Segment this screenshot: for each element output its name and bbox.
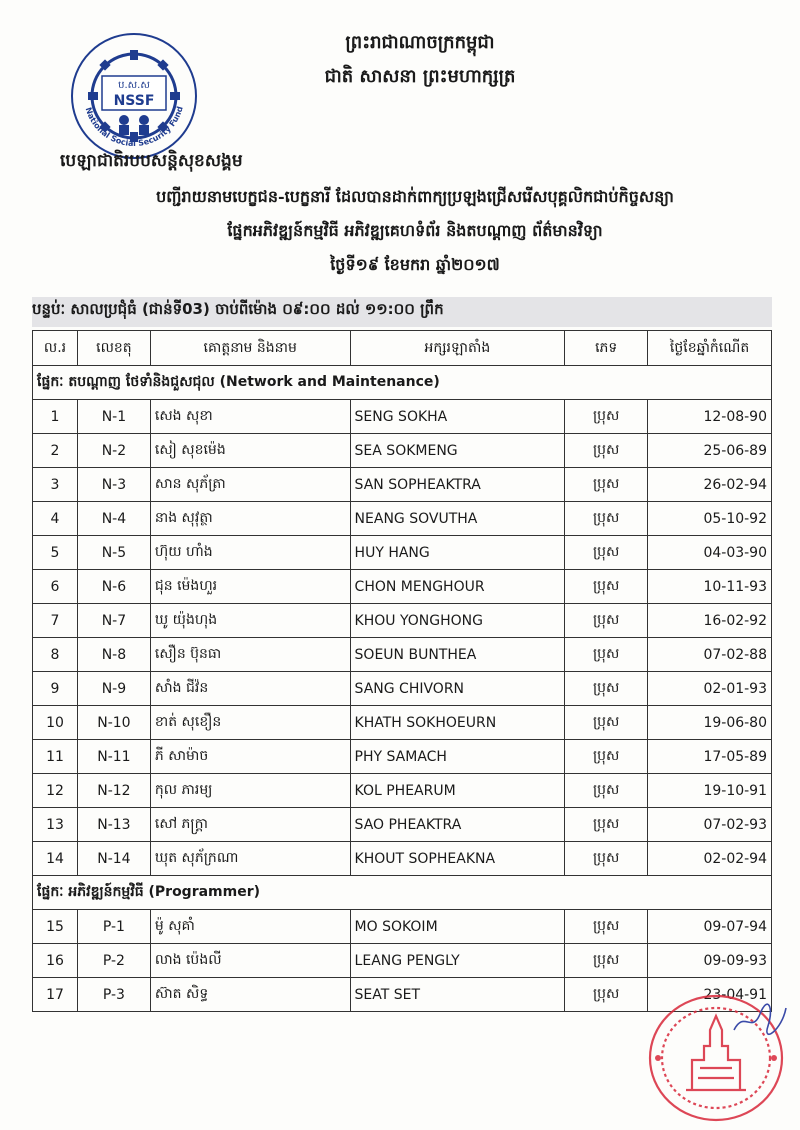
- row-no: 17: [33, 978, 78, 1012]
- row-desk: N-4: [77, 502, 150, 536]
- row-no: 3: [33, 468, 78, 502]
- table-header-row: [33, 331, 772, 366]
- row-latin-name: SEAT SET: [350, 978, 565, 1012]
- row-sex: ប្រុស: [565, 502, 648, 536]
- row-khmer-name: ខាត់ សុខឿន: [150, 706, 350, 740]
- row-no: 6: [33, 570, 78, 604]
- row-no: 7: [33, 604, 78, 638]
- row-sex: ប្រុស: [565, 434, 648, 468]
- row-desk: N-13: [77, 808, 150, 842]
- row-desk: N-5: [77, 536, 150, 570]
- row-latin-name: CHON MENGHOUR: [350, 570, 565, 604]
- table-row: [33, 400, 772, 434]
- row-sex: ប្រុស: [565, 672, 648, 706]
- row-latin-name: NEANG SOVUTHA: [350, 502, 565, 536]
- document-title: [60, 180, 770, 282]
- row-no: 5: [33, 536, 78, 570]
- row-desk: P-2: [77, 944, 150, 978]
- row-sex: ប្រុស: [565, 808, 648, 842]
- row-latin-name: KHATH SOKHOEURN: [350, 706, 565, 740]
- title-date: ថ្ងៃទី១៩ ខែមករា ឆ្នាំ២០១៧: [330, 255, 500, 274]
- header-desk: លេខតុ: [77, 331, 150, 366]
- kingdom-line-2: ជាតិ សាសនា ព្រះមហាក្សត្រ: [324, 66, 516, 87]
- header-khmer-name: គោត្តនាម និងនាម: [150, 331, 350, 366]
- section-label: ផ្នែកៈ អភិវឌ្ឍន៍កម្មវិធី (Programmer): [33, 876, 772, 910]
- row-khmer-name: សឿន ប៊ុនធា: [150, 638, 350, 672]
- row-dob: 25-06-89: [648, 434, 772, 468]
- logo-abbrev: NSSF: [113, 93, 155, 109]
- row-dob: 04-03-90: [648, 536, 772, 570]
- kingdom-header: [290, 26, 550, 94]
- row-sex: ប្រុស: [565, 400, 648, 434]
- nssf-logo: [68, 30, 200, 162]
- table-row: [33, 502, 772, 536]
- table-row: [33, 672, 772, 706]
- table-row: [33, 910, 772, 944]
- row-dob: 09-09-93: [648, 944, 772, 978]
- row-khmer-name: សាំង ជីវ៉ន: [150, 672, 350, 706]
- organization-name: បេឡាជាតិរបបសន្តិសុខសង្គម: [60, 151, 243, 171]
- row-sex: ប្រុស: [565, 468, 648, 502]
- header-no: ល.រ: [33, 331, 78, 366]
- header-dob: ថ្ងៃខែឆ្នាំកំណើត: [648, 331, 772, 366]
- row-khmer-name: លាង ប៉េងលី: [150, 944, 350, 978]
- row-no: 16: [33, 944, 78, 978]
- row-no: 8: [33, 638, 78, 672]
- row-dob: 19-06-80: [648, 706, 772, 740]
- title-line-2: ផ្នែកអភិវឌ្ឍន៍កម្មវិធី អភិវឌ្ឍគេហទំព័រ និងតបណ្ដាញ ព័ត៌មានវិទ្យា: [227, 221, 603, 240]
- row-desk: N-9: [77, 672, 150, 706]
- table-row: [33, 808, 772, 842]
- table-row: [33, 604, 772, 638]
- row-sex: ប្រុស: [565, 570, 648, 604]
- room-schedule: បន្ទប់ៈ សាលប្រជុំធំ (ជាន់ទី03) ចាប់ពីម៉ោង ០៩:០០ ដល់ ១១:០០ ព្រឹក: [32, 300, 444, 318]
- candidate-table: [32, 330, 772, 1012]
- row-no: 12: [33, 774, 78, 808]
- row-khmer-name: សៀ សុខម៉េង: [150, 434, 350, 468]
- row-dob: 02-02-94: [648, 842, 772, 876]
- row-dob: 02-01-93: [648, 672, 772, 706]
- row-dob: 12-08-90: [648, 400, 772, 434]
- row-dob: 17-05-89: [648, 740, 772, 774]
- row-no: 9: [33, 672, 78, 706]
- row-khmer-name: ឃូ យ៉ុងហុង: [150, 604, 350, 638]
- section-row: [33, 366, 772, 400]
- row-desk: N-10: [77, 706, 150, 740]
- row-desk: N-2: [77, 434, 150, 468]
- row-khmer-name: សៅ ភក្ត្រា: [150, 808, 350, 842]
- row-dob: 19-10-91: [648, 774, 772, 808]
- row-latin-name: KHOU YONGHONG: [350, 604, 565, 638]
- row-dob: 09-07-94: [648, 910, 772, 944]
- row-latin-name: SENG SOKHA: [350, 400, 565, 434]
- row-dob: 23-04-91: [648, 978, 772, 1012]
- row-desk: N-6: [77, 570, 150, 604]
- row-khmer-name: ឃុត សុភ័ក្រណា: [150, 842, 350, 876]
- table-row: [33, 842, 772, 876]
- row-latin-name: MO SOKOIM: [350, 910, 565, 944]
- table-row: [33, 468, 772, 502]
- logo-abbrev-khmer: ប.ស.ស: [118, 80, 150, 91]
- row-dob: 16-02-92: [648, 604, 772, 638]
- row-no: 4: [33, 502, 78, 536]
- row-latin-name: SANG CHIVORN: [350, 672, 565, 706]
- row-khmer-name: កុល ភារម្យ: [150, 774, 350, 808]
- row-sex: ប្រុស: [565, 910, 648, 944]
- table-row: [33, 706, 772, 740]
- row-dob: 10-11-93: [648, 570, 772, 604]
- row-desk: N-3: [77, 468, 150, 502]
- row-khmer-name: ម៉ូ សុគាំ: [150, 910, 350, 944]
- logo-ring-text: National Social Security Fund: [83, 105, 185, 149]
- row-latin-name: HUY HANG: [350, 536, 565, 570]
- table-row: [33, 434, 772, 468]
- row-khmer-name: ហ៊ុយ ហាំង: [150, 536, 350, 570]
- row-desk: N-1: [77, 400, 150, 434]
- row-no: 11: [33, 740, 78, 774]
- row-latin-name: SAO PHEAKTRA: [350, 808, 565, 842]
- row-no: 1: [33, 400, 78, 434]
- row-sex: ប្រុស: [565, 842, 648, 876]
- row-sex: ប្រុស: [565, 944, 648, 978]
- table-row: [33, 740, 772, 774]
- row-sex: ប្រុស: [565, 774, 648, 808]
- header-latin-name: អក្សរឡាតាំង: [350, 331, 565, 366]
- row-khmer-name: សាន សុភ័ត្រា: [150, 468, 350, 502]
- row-khmer-name: ស៊ាត សិទ្ធ: [150, 978, 350, 1012]
- row-latin-name: KOL PHEARUM: [350, 774, 565, 808]
- table-row: [33, 536, 772, 570]
- row-sex: ប្រុស: [565, 604, 648, 638]
- row-no: 13: [33, 808, 78, 842]
- row-sex: ប្រុស: [565, 740, 648, 774]
- row-desk: N-7: [77, 604, 150, 638]
- header-sex: ភេទ: [565, 331, 648, 366]
- section-label: ផ្នែកៈ តបណ្ដាញ ថែទាំនិងជួសជុល (Network and Maintenance): [33, 366, 772, 400]
- section-row: [33, 876, 772, 910]
- row-desk: P-1: [77, 910, 150, 944]
- row-desk: N-8: [77, 638, 150, 672]
- row-khmer-name: ភី សាម៉ាច: [150, 740, 350, 774]
- row-dob: 05-10-92: [648, 502, 772, 536]
- table-row: [33, 774, 772, 808]
- row-latin-name: LEANG PENGLY: [350, 944, 565, 978]
- row-desk: P-3: [77, 978, 150, 1012]
- row-sex: ប្រុស: [565, 978, 648, 1012]
- row-desk: N-11: [77, 740, 150, 774]
- row-no: 15: [33, 910, 78, 944]
- row-desk: N-14: [77, 842, 150, 876]
- row-no: 10: [33, 706, 78, 740]
- row-no: 14: [33, 842, 78, 876]
- row-khmer-name: ជុន ម៉េងហួរ: [150, 570, 350, 604]
- row-latin-name: SOEUN BUNTHEA: [350, 638, 565, 672]
- signature: [730, 1000, 790, 1040]
- row-latin-name: SEA SOKMENG: [350, 434, 565, 468]
- row-sex: ប្រុស: [565, 706, 648, 740]
- kingdom-line-1: ព្រះរាជាណាចក្រកម្ពុជា: [345, 32, 495, 53]
- table-row: [33, 944, 772, 978]
- row-dob: 26-02-94: [648, 468, 772, 502]
- table-row: [33, 570, 772, 604]
- row-latin-name: KHOUT SOPHEAKNA: [350, 842, 565, 876]
- row-sex: ប្រុស: [565, 536, 648, 570]
- row-latin-name: SAN SOPHEAKTRA: [350, 468, 565, 502]
- row-sex: ប្រុស: [565, 638, 648, 672]
- row-dob: 07-02-93: [648, 808, 772, 842]
- row-khmer-name: នាង សុវុត្ថា: [150, 502, 350, 536]
- row-latin-name: PHY SAMACH: [350, 740, 565, 774]
- row-dob: 07-02-88: [648, 638, 772, 672]
- title-line-1: បញ្ជីរាយនាមបេក្ខជន-បេក្ខនារី ដែលបានដាក់ពាក្យប្រឡងជ្រើសរើសបុគ្គលិកជាប់កិច្ចសន្យា: [156, 187, 674, 206]
- row-no: 2: [33, 434, 78, 468]
- row-desk: N-12: [77, 774, 150, 808]
- table-row: [33, 638, 772, 672]
- row-khmer-name: សេង សុខា: [150, 400, 350, 434]
